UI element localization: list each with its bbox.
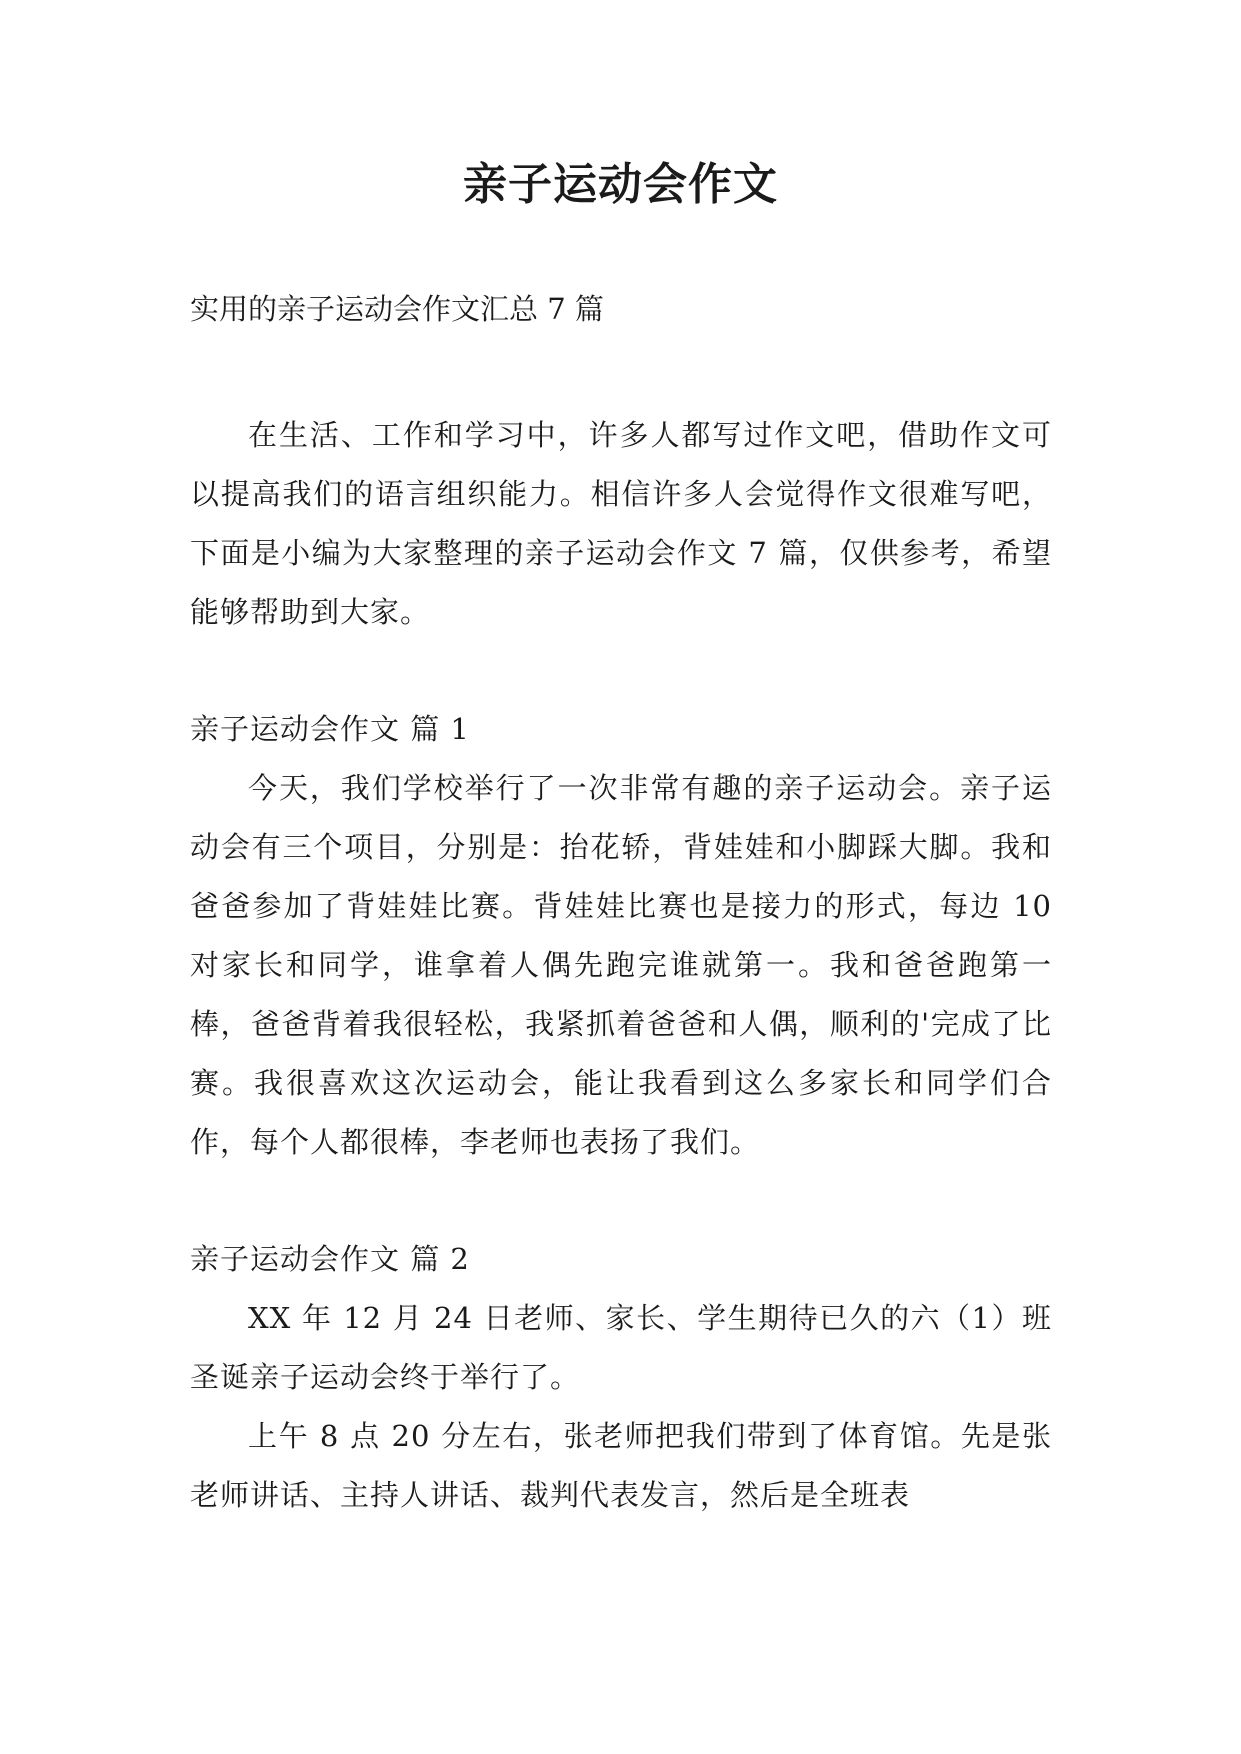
intro-paragraph: 在生活、工作和学习中，许多人都写过作文吧，借助作文可以提高我们的语言组织能力。相信许多人会觉得作文很难写吧，下面是小编为大家整理的亲子运动会作文 7 篇，仅供参考，希望能够帮助到大家。 [190,418,1052,629]
document-body [190,280,1052,1525]
section-2-paragraph-2: 上午 8 点 20 分左右，张老师把我们带到了体育馆。先是张老师讲话、主持人讲话、裁判代表发言，然后是全班表 [190,1419,1052,1512]
spacer [190,340,1052,406]
spacer [190,642,1052,700]
spacer [190,1172,1052,1230]
section-heading-1: 亲子运动会作文 篇 1 [190,712,470,746]
page-title: 亲子运动会作文 [463,159,778,210]
section-heading-2: 亲子运动会作文 篇 2 [190,1242,470,1276]
section-2-paragraph-1: XX 年 12 月 24 日老师、家长、学生期待已久的六（1）班圣诞亲子运动会终于举行了。 [190,1301,1052,1394]
document-subtitle: 实用的亲子运动会作文汇总 7 篇 [190,292,604,326]
section-1-paragraph-1: 今天，我们学校举行了一次非常有趣的亲子运动会。亲子运动会有三个项目，分别是：抬花轿，背娃娃和小脚踩大脚。我和爸爸参加了背娃娃比赛。背娃娃比赛也是接力的形式，每边 10 对家长和同学，谁拿着人偶先跑完谁就第一。我和爸爸跑第一棒，爸爸背着我很轻松，我紧抓着爸爸和人偶，顺利的'完成了比赛。我很喜欢这次运动会，能让我看到这么多家长和同学们合作，每个人都很棒，李老师也表扬了我们。 [190,771,1052,1159]
